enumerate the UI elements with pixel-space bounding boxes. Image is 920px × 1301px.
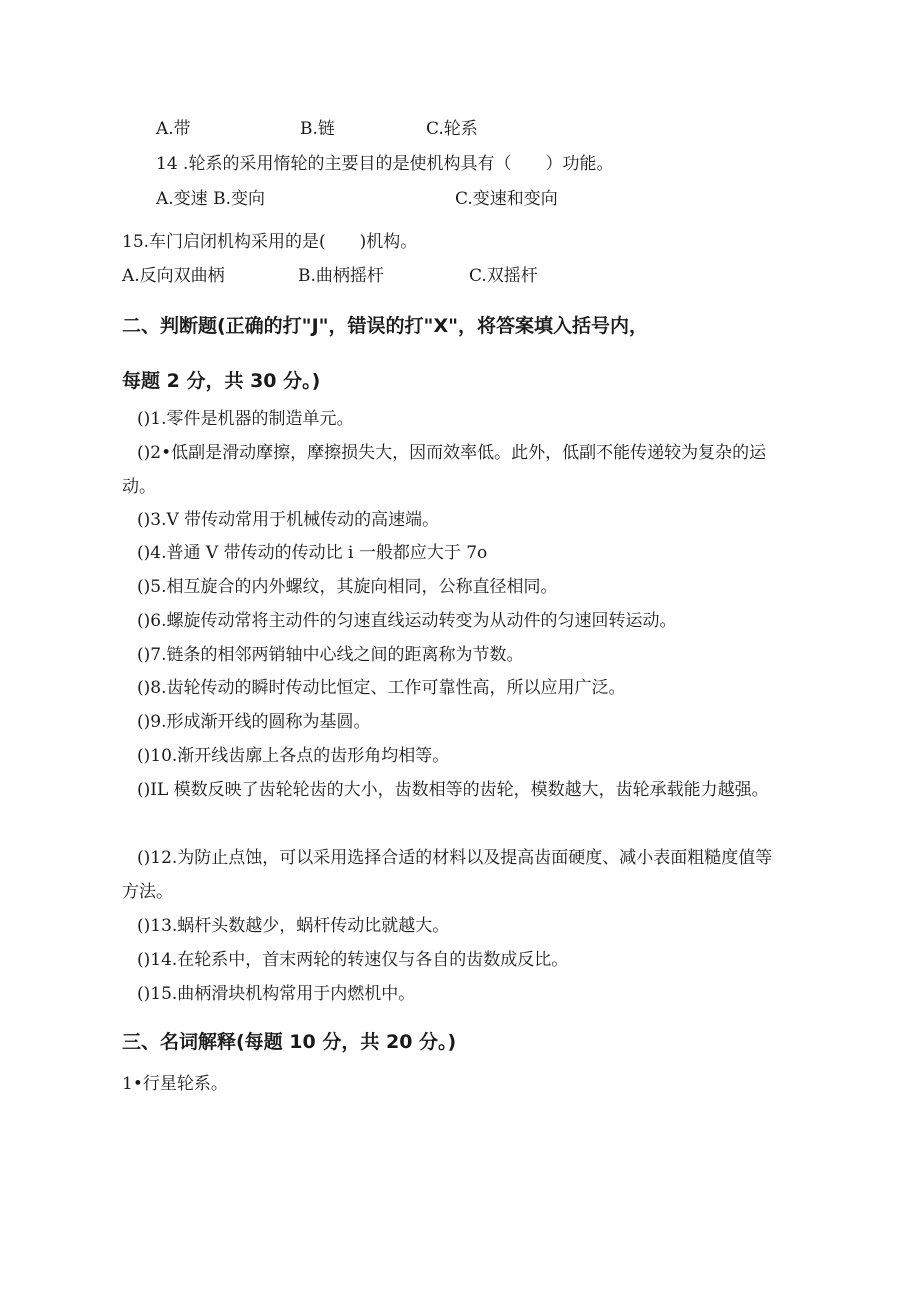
q15-text: 15.车门启闭机构采用的是( )机构。 [122,232,418,252]
judgement-item-15: ()15.曲柄滑块机构常用于内燃机中。 [137,984,416,1004]
q15-option-b: B.曲柄摇杆 [298,266,384,286]
q14-option-c: C.变速和变向 [455,189,558,209]
judgement-item-3: ()3.V 带传动常用于机械传动的高速端。 [137,510,440,530]
q13-option-a: A.带 [156,119,191,139]
judgement-item-2: ()2•低副是滑动摩擦，摩擦损失大，因而效率低。此外，低副不能传递较为复杂的运动。 [122,443,767,497]
judgement-item-1: ()1.零件是机器的制造单元。 [137,409,354,429]
judgement-item-13: ()13.蜗杆头数越少，蜗杆传动比就越大。 [137,916,450,936]
q13-option-b: B.链 [300,119,335,139]
judgement-item-5: ()5.相互旋合的内外螺纹，其旋向相同，公称直径相同。 [137,577,558,597]
q13-option-c: C.轮系 [426,119,478,139]
judgement-item-8: ()8.齿轮传动的瞬时传动比恒定、工作可靠性高，所以应用广泛。 [137,678,626,698]
q14-text: 14 .轮系的采用惰轮的主要目的是使机构具有（ ）功能。 [156,154,614,174]
judgement-item-7: ()7.链条的相邻两销轴中心线之间的距离称为节数。 [137,645,524,665]
section3-title: 三、名词解释(每题 10 分，共 20 分。) [122,1031,457,1053]
q15-option-c: C.双摇杆 [469,266,538,286]
section2-title-line2: 每题 2 分，共 30 分。) [122,370,321,392]
judgement-item-4: ()4.普通 V 带传动的传动比 i 一般都应大于 7o [137,543,488,563]
q15-option-a: A.反向双曲柄 [122,266,225,286]
section3-item-1: 1•行星轮系。 [122,1074,228,1094]
judgement-item-9: ()9.形成渐开线的圆称为基圆。 [137,712,371,732]
q14-option-ab: A.变速 B.变向 [156,189,265,209]
section2-title-line1: 二、判断题(正确的打"J"，错误的打"X"，将答案填入括号内， [122,315,648,337]
judgement-item-10: ()10.渐开线齿廓上各点的齿形角均相等。 [137,746,450,766]
judgement-item-11: ()IL 模数反映了齿轮轮齿的大小，齿数相等的齿轮，模数越大，齿轮承载能力越强。 [137,780,769,800]
judgement-item-6: ()6.螺旋传动常将主动件的匀速直线运动转变为从动件的匀速回转运动。 [137,611,677,631]
judgement-item-12: ()12.为防止点蚀，可以采用选择合适的材料以及提高齿面硬度、减小表面粗糙度值等方法。 [122,848,773,902]
judgement-item-14: ()14.在轮系中，首末两轮的转速仅与各自的齿数成反比。 [137,950,569,970]
